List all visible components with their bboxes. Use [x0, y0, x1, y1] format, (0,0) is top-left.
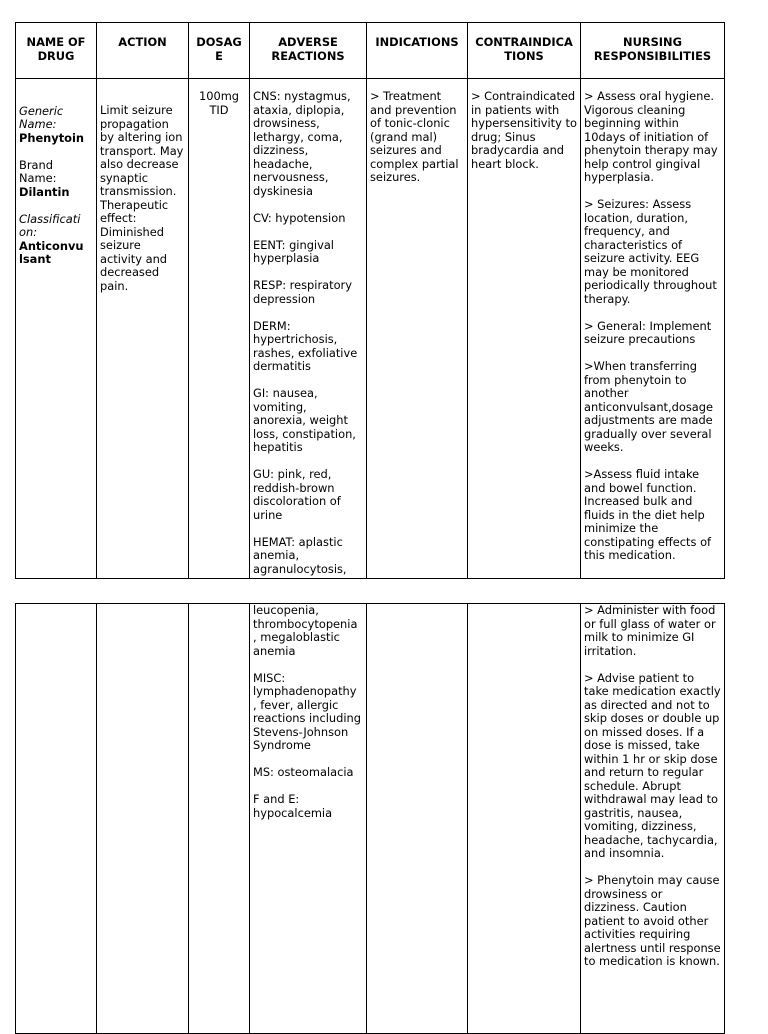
indications-cell-continued	[367, 604, 468, 1034]
adverse-reaction-item: CNS: nystagmus, ataxia, diplopia, drowsiness, lethargy, coma, dizziness, headache, nervousness, dyskinesia	[253, 89, 351, 198]
header-dosage: DOSAG E	[189, 23, 250, 79]
nursing-item: > Advise patient to take medication exactly as directed and not to skip doses or double up on missed doses. If a dose is missed, take within 1 hr or skip dose and return to regular schedule. Abrupt withdrawal may lead to gastritis, nausea, vomiting, dizziness, headache, tachycardia, and insomnia.	[584, 670, 721, 860]
nursing-item: > Administer with food or full glass of water or milk to minimize GI irritation.	[584, 603, 716, 658]
brand-name-label: Brand Name:	[19, 157, 57, 185]
dosage-text: 100mg TID	[198, 89, 240, 117]
nursing-item: >When transferring from phenytoin to another anticonvulsant,dosage adjustments are made gradually over several weeks.	[584, 359, 713, 454]
contraindications-cell	[468, 79, 581, 579]
indications-text: > Treatment and prevention of tonic-clonic (grand mal) seizures and complex partial seizures.	[370, 89, 459, 184]
header-action: ACTION	[97, 23, 189, 79]
adverse-reaction-item: GI: nausea, vomiting, anorexia, weight loss, constipation, hepatitis	[253, 386, 356, 454]
nursing-item: >Assess fluid intake and bowel function. Increased bulk and fluids in the diet help minimize the constipating effects of this medication.	[584, 467, 712, 562]
drug-table-page-2	[15, 603, 725, 1034]
nursing-item: > Seizures: Assess location, duration, frequency, and characteristics of seizure activity. EEG may be monitored periodically throughout therapy.	[584, 197, 717, 306]
drug-row-continued	[16, 604, 725, 1034]
action-text: Limit seizure propagation by altering ion transport. May also decrease synaptic transmission. Therapeutic effect: Diminished seizure activity and decreased pain.	[100, 103, 184, 293]
dosage-cell	[189, 79, 250, 579]
drug-row	[16, 79, 725, 579]
adverse-reaction-item: MISC: lymphadenopathy , fever, allergic reactions including Stevens-Johnson Syndrome	[253, 670, 361, 752]
header-row	[16, 23, 725, 79]
adverse-reaction-item: GU: pink, red, reddish-brown discoloration of urine	[253, 467, 341, 522]
header-nursing-responsibilities: NURSING RESPONSIBILITIES	[581, 23, 725, 79]
action-cell-continued	[97, 604, 189, 1034]
header-indications: INDICATIONS	[367, 23, 468, 79]
adverse-reaction-item: HEMAT: aplastic anemia, agranulocytosis,	[253, 534, 347, 576]
header-adverse-reactions: ADVERSE REACTIONS	[250, 23, 367, 79]
action-cell	[97, 79, 189, 579]
adverse-reaction-item: leucopenia, thrombocytopenia , megaloblastic anemia	[253, 603, 358, 658]
adverse-reaction-item: DERM: hypertrichosis, rashes, exfoliative dermatitis	[253, 318, 358, 373]
indications-cell	[367, 79, 468, 579]
nursing-item: > Phenytoin may cause drowsiness or dizziness. Caution patient to avoid other activities requiring alertness until response to medication is known.	[584, 873, 721, 968]
generic-name-value: Phenytoin	[19, 130, 85, 145]
nursing-responsibilities-cell	[581, 79, 725, 579]
adverse-reaction-item: CV: hypotension	[253, 210, 346, 225]
nursing-responsibilities-cell-continued	[581, 604, 725, 1034]
drug-table-page-1	[15, 22, 725, 579]
drug-name-cell-continued	[16, 604, 97, 1034]
adverse-reactions-cell	[250, 79, 367, 579]
classification-value: Anticonvu lsant	[19, 238, 84, 266]
header-name-of-drug: NAME OF DRUG	[16, 23, 97, 79]
header-contraindications: CONTRAINDICA TIONS	[468, 23, 581, 79]
nursing-item: > General: Implement seizure precautions	[584, 318, 712, 346]
drug-name-cell	[16, 79, 97, 579]
adverse-reaction-item: MS: osteomalacia	[253, 765, 354, 779]
adverse-reactions-cell-continued	[250, 604, 367, 1034]
generic-name-label: Generic Name:	[19, 103, 64, 131]
dosage-cell-continued	[189, 604, 250, 1034]
adverse-reaction-item: F and E: hypocalcemia	[253, 792, 333, 820]
classification-label: Classificati on:	[19, 211, 81, 239]
adverse-reaction-item: RESP: respiratory depression	[253, 278, 352, 306]
nursing-item: > Assess oral hygiene. Vigorous cleaning beginning within 10days of initiation of phenytoin therapy may help control gingival hyperplasia.	[584, 89, 718, 184]
adverse-reaction-item: EENT: gingival hyperplasia	[253, 237, 334, 265]
contraindications-cell-continued	[468, 604, 581, 1034]
brand-name-value: Dilantin	[19, 184, 70, 199]
contraindications-text: > Contraindicated in patients with hypersensitivity to drug; Sinus bradycardia and heart block.	[471, 89, 577, 171]
